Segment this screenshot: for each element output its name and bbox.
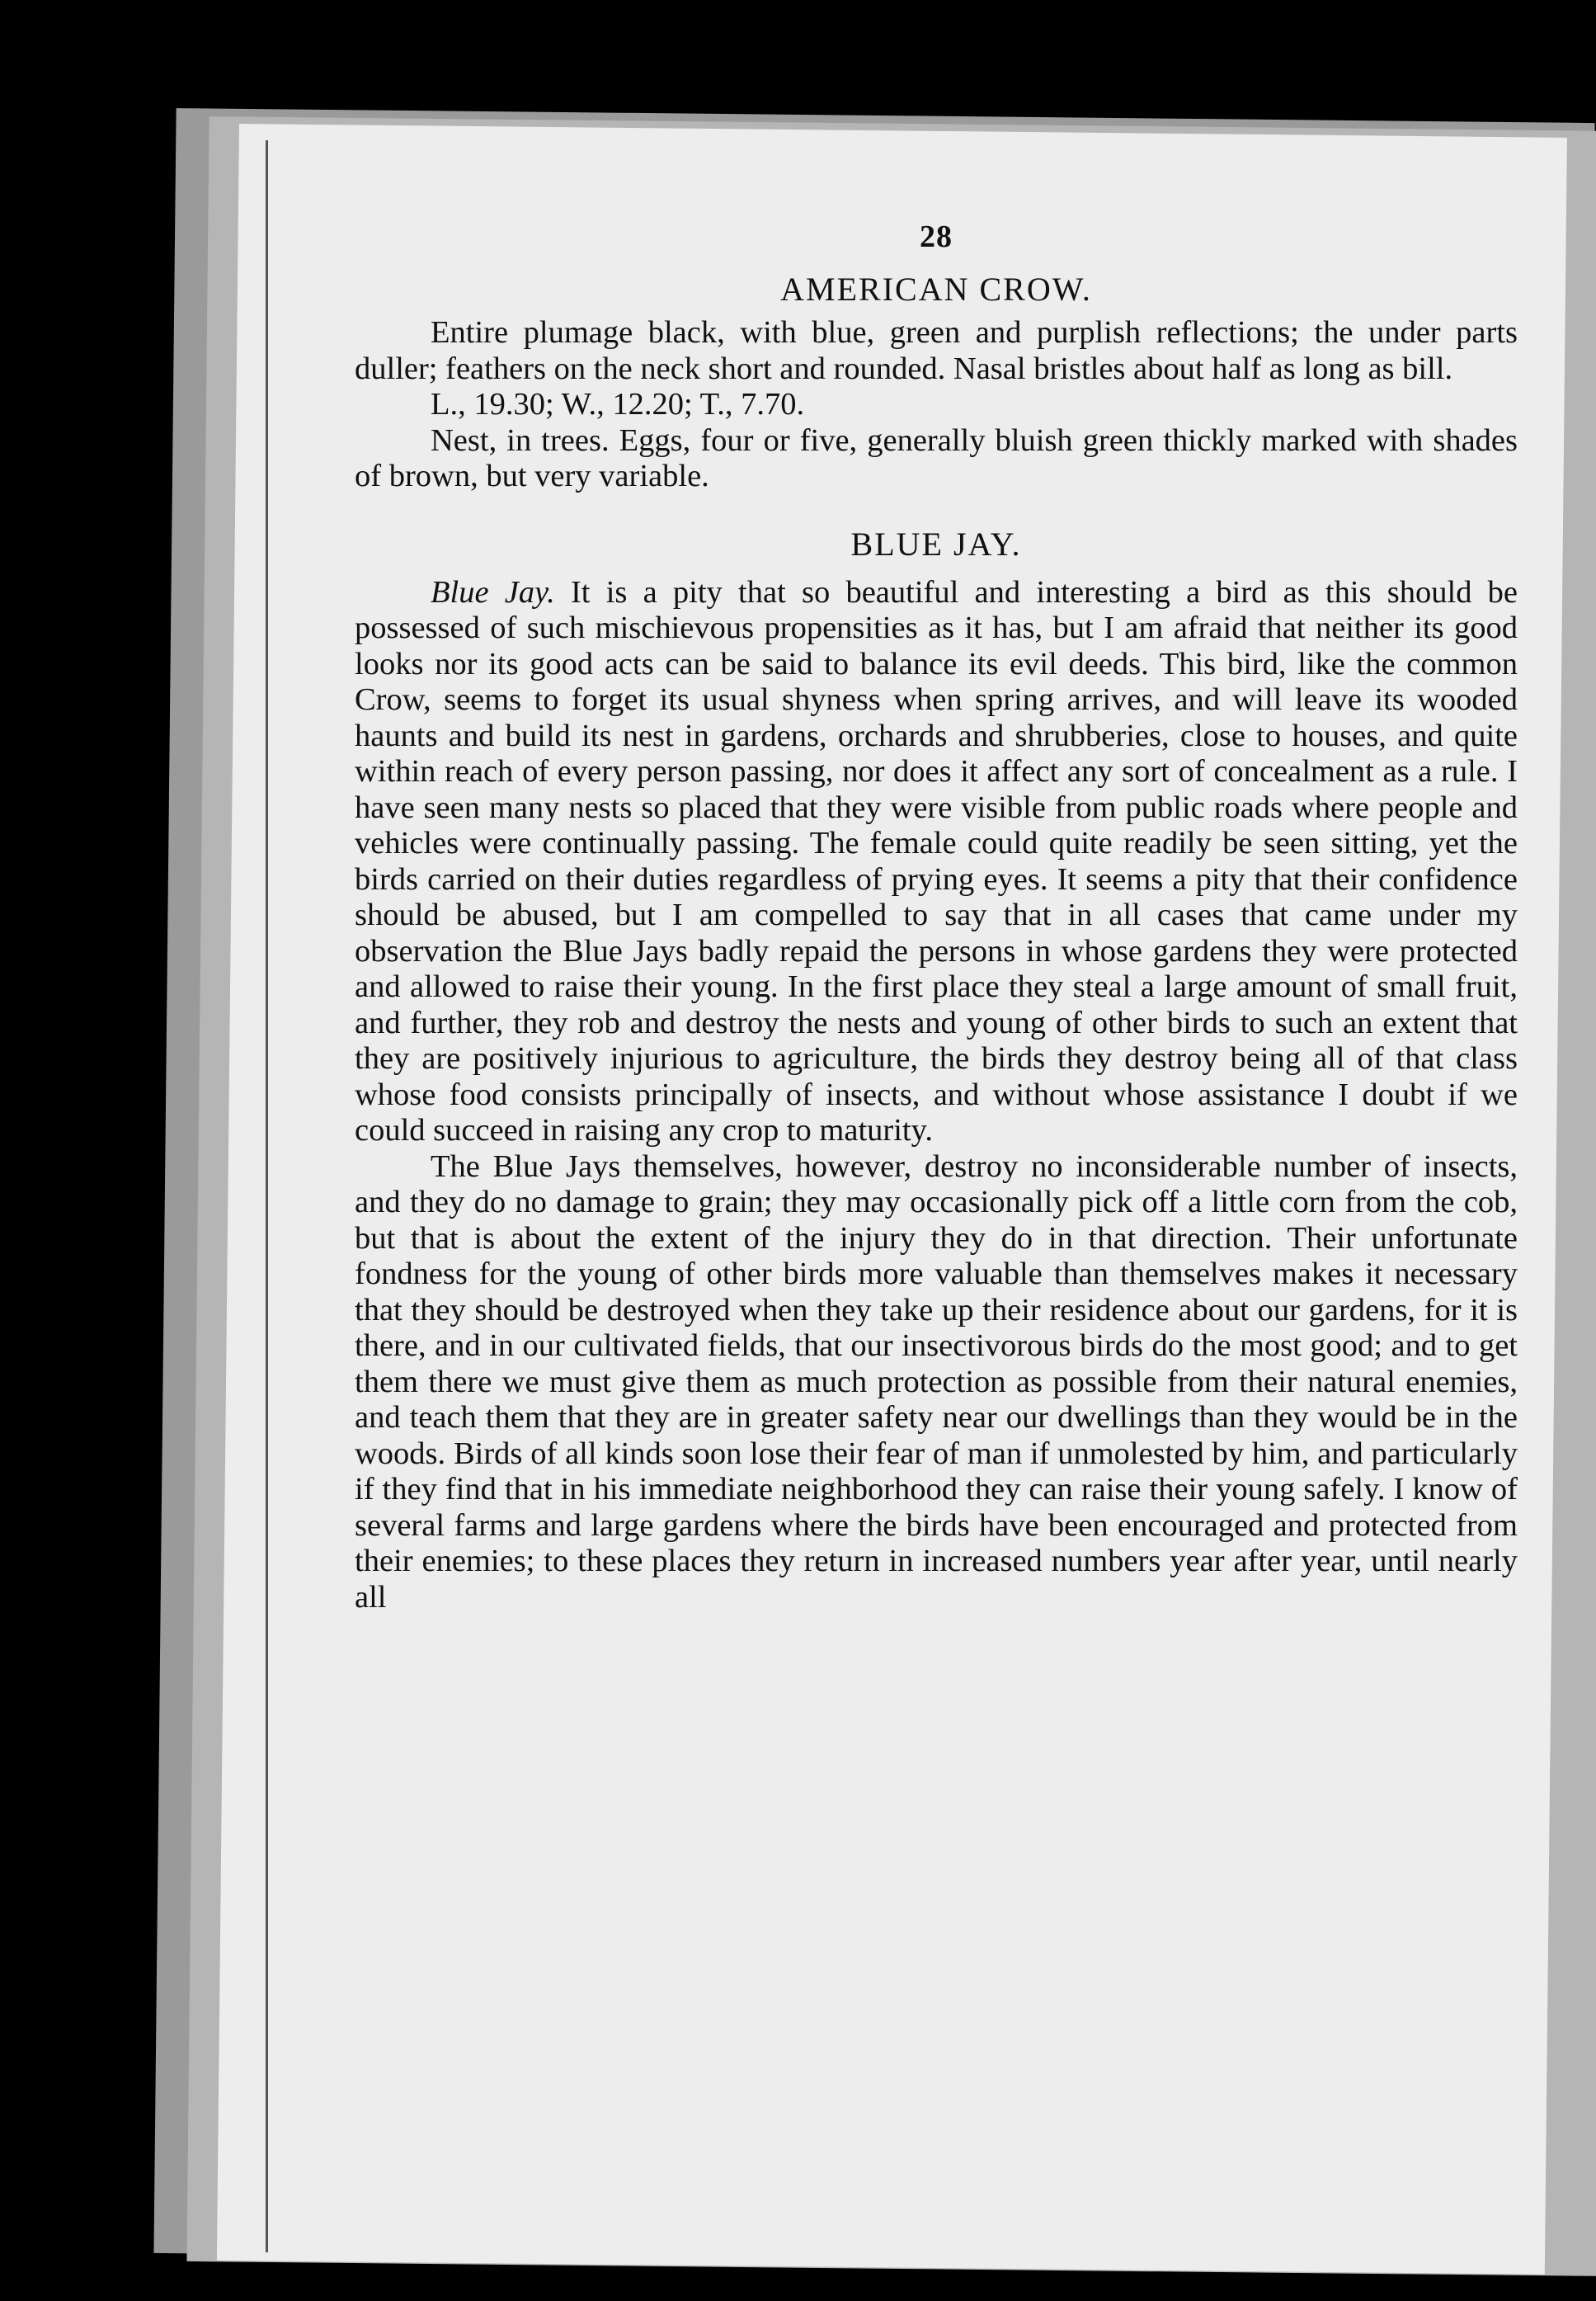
paragraph-crow-nest: Nest, in trees. Eggs, four or five, generally bluish green thickly marked with shades of brown, but very variable. bbox=[355, 422, 1518, 493]
paragraph-blue-jay-1 bbox=[355, 575, 1518, 1149]
page-content bbox=[355, 219, 1518, 1615]
section-heading-blue-jay: BLUE JAY. bbox=[850, 525, 1022, 563]
blue-jay-paragraph-1-text: It is a pity that so beautiful and interesting a bird as this should be possessed of such mischievous propensities as it has, but I am afraid that neither its good looks nor its good acts can be said to balance its evil deeds. This bird, like the common Crow, seems to forget its usual shyness when spring arrives, and will leave its wooded haunts and build its nest in gardens, orchards and shrubberies, close to houses, and quite within reach of every person passing, nor does it affect any sort of concealment as a rule. I have seen many nests so placed that they were visible from public roads where people and vehicles were continually passing. The female could quite readily be seen sitting, yet the birds carried on their duties regardless of prying eyes. It seems a pity that their confidence should be abused, but I am compelled to say that in all cases that came under my observation the Blue Jays badly repaid the persons in whose gardens they were protected and allowed to raise their young. In the first place they steal a large amount of small fruit, and further, they rob and destroy the nests and young of other birds to such an extent that they are positively injurious to agriculture, the birds they destroy being all of that class whose food consists principally of insects, and without whose assistance I doubt if we could succeed in raising any crop to maturity. bbox=[355, 574, 1518, 1148]
paragraph-crow-description: Entire plumage black, with blue, green and purplish reflections; the under parts duller; feathers on the neck short and rounded. Nasal bristles about half as long as bill. bbox=[355, 315, 1518, 386]
paragraph-blue-jay-2: The Blue Jays themselves, however, destroy no inconsiderable number of insects, and they do no damage to grain; they may occasionally pick off a little corn from the cob, but that is about the extent of the injury they do in that direction. Their unfortunate fondness for the young of other birds more valuable than themselves makes it necessary that they should be destroyed when they take up their residence about our gardens, for it is there, and in our cultivated fields, that our insectivorous birds do the most good; and to get them there we must give them as much protection as possible from their natural enemies, and teach them that they are in greater safety near our dwellings than they would be in the woods. Birds of all kinds soon lose their fear of man if unmolested by him, and particularly if they find that in his immediate neighborhood they can raise their young safely. I know of several farms and large gardens where the birds have been encouraged and protected from their enemies; to these places they return in increased numbers year after year, until nearly all bbox=[355, 1148, 1518, 1615]
page-edge bbox=[266, 140, 268, 2252]
section-heading-american-crow: AMERICAN CROW. bbox=[780, 271, 1092, 308]
blue-jay-lead: Blue Jay. bbox=[431, 574, 555, 610]
paragraph-crow-measurements: L., 19.30; W., 12.20; T., 7.70. bbox=[431, 387, 805, 422]
page-number: 28 bbox=[920, 219, 953, 254]
